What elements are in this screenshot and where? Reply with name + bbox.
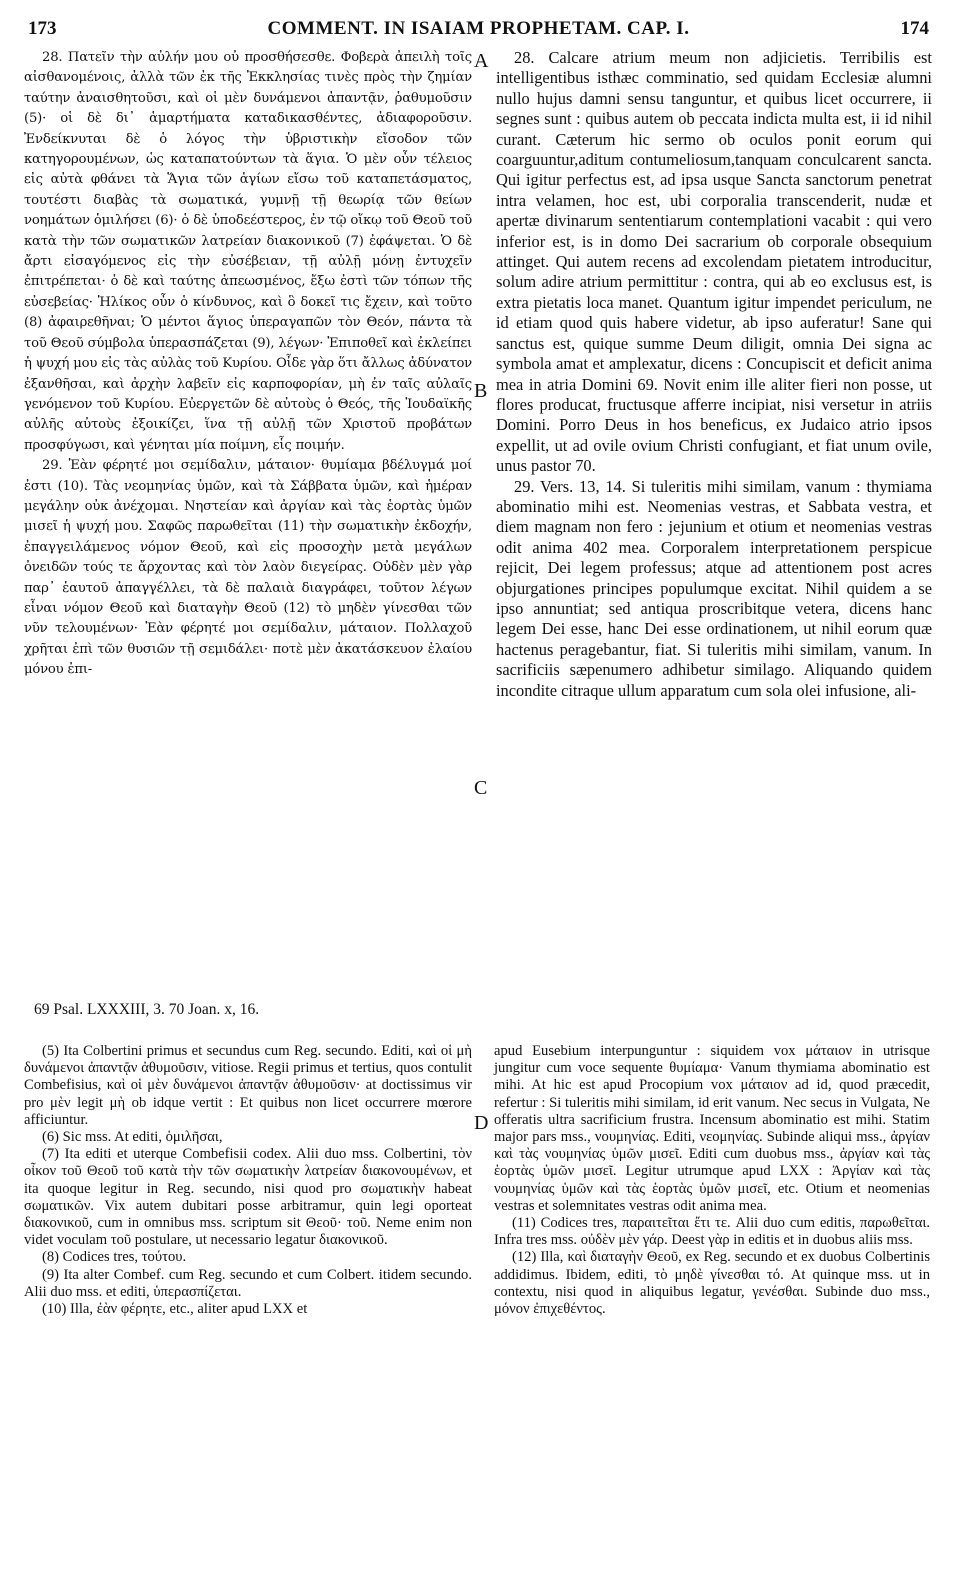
footnote-11: (11) Codices tres, παραιτεῖται ἔτι τε. Alii duo cum editis, παρωθεῖται. Infra tres mss. οὐδὲν μὲν γάρ. Deest γὰρ in editis et in duobus aliis mss.	[494, 1215, 930, 1249]
page-number-left: 173	[28, 18, 57, 39]
footnote-9: (9) Ita alter Combef. cum Reg. secundo et cum Colbert. itidem secundo. Alii duo mss. et editi, ὑπερασπίζεται.	[24, 1266, 472, 1300]
footnotes-left	[24, 1043, 472, 1318]
greek-paragraph-28: 28. Πατεῖν τὴν αὐλήν μου οὐ προσθήσεσθε. Φοβερὰ ἀπειλὴ τοῖς αἰσθανομένοις, ἀλλὰ τῶν ἐκ τῆς Ἐκκλησίας τινὲς πρὸς τὴν ζημίαν ταύτην ἀναισθητοῦσι, καὶ οἱ μὲν δυνάμενοι ἀπαντᾷν, ῥαθυμοῦσιν (5)· οἱ δὲ δι᾽ ἁμαρτήματα καταδικασθέντες, ἀδιαφοροῦσιν. Ἐνδείκνυται δὲ ὁ λόγος τὴν ὑβριστικὴν εἴσοδον τῶν κατηγορουμένων, ὡς καταπατούντων τὰ ἅγια. Ὁ μὲν οὖν τέλειος εἰς αὐτὰ φθάνει τὰ Ἅγια τῶν ἁγίων εἴσω τοῦ καταπετάσματος, τουτέστι διαβὰς τὰ σωματικά, γυμνῇ τῇ θεωρίᾳ τῶν θείων νοημάτων ὁμιλήσει (6)· ὁ δὲ ὑποδεέστερος, ἐν τῷ οἴκῳ τοῦ Θεοῦ τοῦ κατὰ τὴν τῶν σωματικῶν λατρείαν διακονικοῦ (7) ἐφάψεται. Ὁ δὲ ἄρτι εἰσαγόμενος εἰς τὴν εὐσέβειαν, τῇ αὐλῇ μόνῃ ἐντυχεῖν ἐπιτρέπεται· ὁ δὲ καὶ ταύτης ἀπεωσμένος, ἔξω ἐστὶ τῶν τόπων τῆς εὐσεβείας· Ἡλίκος οὖν ὁ κίνδυνος, καὶ ὃ δοκεῖ τις ἔχειν, καὶ τοῦτο (8) ἀφαιρεθῆναι; Ὁ μέντοι ἅγιος ὑπεραγαπῶν τὸν Θεόν, πάντα τὰ τοῦ Θεοῦ σύμβολα ὑπερασπάζεται (9), λέγων· Ἐπιποθεῖ καὶ ἐκλείπει ἡ ψυχή μου εἰς τὰς αὐλὰς τοῦ Κυρίου. Οἶδε γὰρ ὅτι ἄλλως ἀδύνατον ἐξανθῆσαι, καὶ ἀρχὴν λαβεῖν εἰς καρποφορίαν, μὴ ἐν ταῖς αὐλαῖς γενόμενον τοῦ Κυρίου. Εὐεργετῶν δὲ αὐτοὺς ὁ Θεός, τῆς Ἰουδαϊκῆς αὐλῆς αὐτοὺς ἐξοικίζει, ἵνα τῇ αὐλῇ τῶν Χριστοῦ προβάτων προσφύγωσι, καὶ γένηται μία ποίμνη, εἷς ποιμήν.	[24, 50, 472, 453]
footnote-5: (5) Ita Colbertini primus et secundus cum Reg. secundo. Editi, καὶ οἱ μὴ δυνάμενοι ἀπαντᾷν ἀθυμοῦσιν, vitiose. Regii primus et tertius, quos contulit Combefisius, καὶ οἱ μὲν δυνάμενοι ἀπαντᾷν ἀθυμοῦσιν· at doctissimus vir pro μὲν legit μὴ ob idque vertit : Et quibus non licet occurrere mœrore afficiuntur.	[24, 1043, 472, 1128]
page-number-right: 174	[900, 18, 929, 39]
footnote-10-continued: apud Eusebium interpunguntur : siquidem vox μάταιον in utrisque jungitur cum voce sequente θυμίαμα· Vanum thymiama abominatio est mihi. At hic est apud Procopium vox μάταιον ad id, quod præcedit, refertur : Si tuleritis mihi similam, id erit vanum. Nec secus in Vulgata, Ne offeratis ultra sacrificium frustra. Incensum abominatio est mihi. Statim major pars mss., νουμηνίας. Editi, νεομηνίας. Subinde aliqui mss., ἀργίαν καὶ τὰς νουμηνίας ὑμῶν μισεῖ. Editi cum duobus mss., ἀργίαν καὶ τὰς ἑορτὰς ὑμῶν μισεῖ. Legitur utrumque apud LXX : Ἀργίαν καὶ τὰς νουμηνίας ὑμῶν καὶ τὰς ἑορτὰς ὑμῶν μισεῖ, etc. Otium et neomenias vestras et solemnitates vestras odit anima mea.	[494, 1043, 930, 1214]
footnote-7: (7) Ita editi et uterque Combefisii codex. Alii duo mss. Colbertini, τὸν οἶκον τοῦ Θεοῦ τοῦ κατὰ τὴν τῶν σωματικὴν λατρείαν διακονουμένων, et ita quoque legitur in Reg. secundo, nisi quod pro σωματικὴν habeat σωματικῶν. Vix autem dubitari posse arbitramur, quin legi oporteat διακονικοῦ, cum in omnibus mss. scriptum sit Θεοῦ· τοῦ. Neme enim non videt voculam τοῦ postulare, ut necessario legatur διακονικοῦ.	[24, 1146, 472, 1249]
greek-text-column	[24, 48, 472, 681]
footnote-6: (6) Sic mss. At editi, ὁμιλῆσαι,	[42, 1129, 223, 1146]
margin-letter-d: D	[474, 1112, 489, 1134]
margin-letter-c: C	[474, 777, 488, 799]
greek-paragraph-29: 29. Ἐὰν φέρητέ μοι σεμίδαλιν, μάταιον· θυμίαμα βδέλυγμά μοί ἐστι (10). Τὰς νεομηνίας ὑμῶν, καὶ τὰ Σάββατα ὑμῶν, καὶ ἡμέραν μεγάλην οὐκ ἀνέχομαι. Νηστείαν καὶ ἀργίαν καὶ τὰς ἑορτὰς ὑμῶν μισεῖ ἡ ψυχή μου. Σαφῶς παρωθεῖται (11) τὴν σωματικὴν ἐκδοχήν, ἐπαγγειλάμενος νόμον Θεοῦ, καὶ εἰς προσοχὴν μετὰ μεγάλων ὀνειδῶν τούς τε ἄρχοντας καὶ τὸν λαὸν διεγείρας. Οὐδὲν μὲν γὰρ παρ᾽ ἑαυτοῦ ἀπαγγέλλει, τὰ δὲ παλαιὰ διαγράφει, τοῦτον λέγων εἶναι νόμον Θεοῦ καὶ διαταγὴν Θεοῦ (12) τὸ μηδὲν γίνεσθαι τῶν νῦν τελουμένων· Ἐὰν φέρητέ μοι σεμίδαλιν, μάταιον. Πολλαχοῦ χρῆται ἐπὶ τῶν θυσιῶν τῇ σεμιδάλει· ποτὲ μὲν ἀκατάσκευον ἐλαίου μόνου ἐπι-	[24, 458, 472, 678]
footnote-8: (8) Codices tres, τούτου.	[42, 1249, 187, 1266]
footnote-12: (12) Illa, καὶ διαταγὴν Θεοῦ, ex Reg. secundo et ex duobus Colbertinis addidimus. Ibidem, editi, τὸ μηδὲ γίνεσθαι τό. At quinque mss. ut in contextu, nisi quod in aliquibus legatur, γενέσθαι. Subinde duo mss., μόνον ἐπιχεθέντος.	[494, 1249, 930, 1318]
running-title: COMMENT. IN ISAIAM PROPHETAM. CAP. I.	[267, 18, 690, 39]
margin-letter-a: A	[474, 50, 489, 72]
running-header	[20, 14, 937, 42]
latin-text-column	[496, 48, 932, 701]
footnote-10: (10) Illa, ἐὰν φέρητε, etc., aliter apud LXX et	[42, 1301, 308, 1318]
scripture-references: 69 Psal. LXXXIII, 3. 70 Joan. x, 16.	[34, 1001, 260, 1018]
footnotes-right	[494, 1043, 930, 1318]
latin-paragraph-28: 28. Calcare atrium meum non adjicietis. Terribilis est intelligentibus isthæc comminatio, sed quidam Ecclesiæ alumni nullo hujus damni sensu tanguntur, et quibus licet occurrere, ii segnes sunt : quibus autem ob peccata indicta multa est, ii id nihil curant. Cæterum hic sermo ob oculos ponit eorum qui coarguuntur,aditum contumeliosum,tanquam conculcarent sancta. Qui igitur perfectus est, ad ipsa usque Sancta sanctorum penetrat intra velamen, hoc est, ubi corporalia transcenderit, nudæ et apertæ divinarum sententiarum contemplationi vacabit : qui vero inferior est, is in domo Dei sacrarium ob corporale obsequium attinget. Qui autem recens ad excolendam pietatem introducitur, solum adire atrium permittitur : contra, qui ab eo exclusus est, is extra pietatis loca manet. Quantum igitur impendet periculum, ne id etiam quod quis habere videtur, ab ipso auferatur! Sane qui sanctus est, quique summe Deum diligit, omnia Dei signa ac symbola amat et amplexatur, dicens : Concupiscit et deficit anima mea in atria Domini 69. Novit enim ille aliter fieri non posse, ut flores producat, fructusque afferre incipiat, nisi versetur in atriis Domini. Porro Deus in hos beneficus, ex Judaico atrio ipsos expellit, ut ad ovile ovium Christi confugiant, et fiat unum ovile, unus pastor 70.	[496, 48, 932, 476]
latin-paragraph-29: 29. Vers. 13, 14. Si tuleritis mihi similam, vanum : thymiama abominatio mihi est. Neomenias vestras, et Sabbata vestra, et diem magnam non fero : jejunium et otium et neomenias vestras odit anima 402 mea. Corporalem interpretationem perspicue rejicit, Dei legem professus; atque ad attentionem post acres objurgationes principes populumque excitat. Nihil quidem a se ipso annuntiat; sed antiqua proscribitque vetera, dicens hanc legem Dei esse, hanc Dei esse ordinationem, ut nihil eorum quæ hactenus peragebantur, fiat. Si tuleritis mihi similam, vanum. In sacrificiis sæpenumero adhibetur similago. Aliquando quidem incondite citraque ullum apparatum cum sola olei infusione, ali-	[496, 476, 932, 700]
margin-letter-b: B	[474, 380, 488, 402]
